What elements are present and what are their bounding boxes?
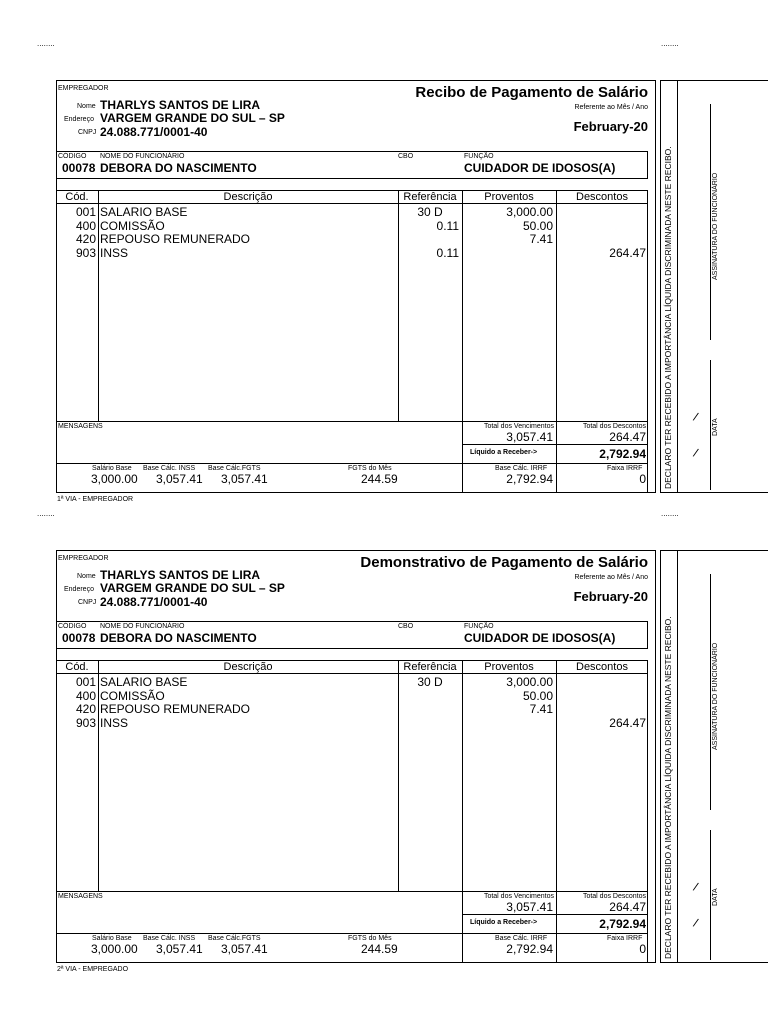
period-value: February-20 xyxy=(573,119,648,134)
fgts-mes-label: FGTS do Mês xyxy=(348,935,392,942)
row-code: 420 xyxy=(75,702,96,717)
cnpj-value: 24.088.771/0001-40 xyxy=(100,125,208,139)
funcao-label: FUNÇÃO xyxy=(464,153,494,160)
row-description: SALARIO BASE xyxy=(100,675,188,689)
signature-line xyxy=(710,104,711,340)
funcao-label: FUNÇÃO xyxy=(464,623,494,630)
base-inss-value: 3,057.41 xyxy=(156,942,203,956)
row-code: 001 xyxy=(75,675,96,689)
row-description: COMISSÃO xyxy=(100,688,165,703)
row-proventos: 50.00 xyxy=(522,688,553,703)
endereco-label: Endereço xyxy=(64,586,94,593)
col-header-desc: Descrição xyxy=(223,661,273,673)
salario-base-label: Salário Base xyxy=(92,465,132,472)
row-code: 400 xyxy=(75,218,96,233)
row-proventos: 3,000.00 xyxy=(506,205,553,219)
total-descontos: 264.47 xyxy=(609,900,646,914)
employer-name: THARLYS SANTOS DE LIRA xyxy=(100,568,261,582)
row-reference: 30 D xyxy=(417,205,443,219)
via-label: 2ª VIA - EMPREGADO xyxy=(57,966,129,973)
employee-role: CUIDADOR DE IDOSOS(A) xyxy=(464,161,616,175)
referente-label: Referente ao Mês / Ano xyxy=(574,574,648,581)
cnpj-value: 24.088.771/0001-40 xyxy=(100,595,208,609)
total-venc-label: Total dos Vencimentos xyxy=(483,893,554,900)
base-fgts-value: 3,057.41 xyxy=(221,942,268,956)
employer-name: THARLYS SANTOS DE LIRA xyxy=(100,98,261,112)
endereco-label: Endereço xyxy=(64,116,94,123)
col-header-cod: Cód. xyxy=(65,191,89,203)
nome-funcionario-label: NOME DO FUNCIONÁRIO xyxy=(100,153,185,160)
date-slash-1: / xyxy=(691,409,700,425)
messages-divider xyxy=(56,891,648,892)
salario-base-value: 3,000.00 xyxy=(91,472,138,486)
signature-line xyxy=(710,574,711,810)
signature-strip-divider xyxy=(677,80,678,493)
col-header-desc: Descrição xyxy=(223,191,273,203)
date-slash-1: / xyxy=(691,879,700,895)
row-proventos: 7.41 xyxy=(529,232,553,247)
referente-label: Referente ao Mês / Ano xyxy=(574,104,648,111)
col-header-prov: Proventos xyxy=(484,661,534,673)
employee-role: CUIDADOR DE IDOSOS(A) xyxy=(464,631,616,645)
bases-divider xyxy=(56,933,648,934)
cnpj-label: CNPJ xyxy=(78,129,97,136)
col-header-descontos: Descontos xyxy=(576,191,628,203)
payslip xyxy=(0,509,768,1024)
row-description: SALARIO BASE xyxy=(100,205,188,219)
base-inss-value: 3,057.41 xyxy=(156,472,203,486)
data-label: DATA xyxy=(712,888,719,906)
salario-base-value: 3,000.00 xyxy=(91,942,138,956)
declaro-text: DECLARO TER RECEBIDO A IMPORTÂNCIA LÍQUIDA DISCRIMINADA NESTE RECIBO. xyxy=(663,616,673,959)
cbo-label: CBO xyxy=(398,623,414,630)
base-fgts-value: 3,057.41 xyxy=(221,472,268,486)
total-venc-label: Total dos Vencimentos xyxy=(483,423,554,430)
mensagens-label: MENSAGENS xyxy=(58,893,103,900)
nome-funcionario-label: NOME DO FUNCIONÁRIO xyxy=(100,623,185,630)
base-irrf-value: 2,792.94 xyxy=(506,942,553,956)
data-label: DATA xyxy=(712,418,719,436)
codigo-label: CÓDIGO xyxy=(58,153,87,160)
row-code: 420 xyxy=(75,232,96,247)
cnpj-label: CNPJ xyxy=(78,599,97,606)
document-title: Demonstrativo de Pagamento de Salário xyxy=(360,554,648,571)
total-vencimentos: 3,057.41 xyxy=(506,900,553,914)
cut-mark-right: ........ xyxy=(661,509,679,518)
codigo-label: CÓDIGO xyxy=(58,623,87,630)
col-header-descontos: Descontos xyxy=(576,661,628,673)
faixa-irrf-value: 0 xyxy=(639,472,646,486)
col-header-ref: Referência xyxy=(403,191,457,203)
row-code: 400 xyxy=(75,688,96,703)
assinatura-label: ASSINATURA DO FUNCIONÁRIO xyxy=(712,642,719,750)
signature-strip-divider xyxy=(677,550,678,963)
col-divider-cod xyxy=(98,190,99,421)
period-value: February-20 xyxy=(573,589,648,604)
row-description: INSS xyxy=(100,716,129,731)
liquido-label: Líquido a Receber-> xyxy=(470,919,538,926)
cut-mark-right: ........ xyxy=(661,39,679,48)
date-line xyxy=(710,360,711,490)
col-divider-desc xyxy=(398,660,399,891)
total-vencimentos: 3,057.41 xyxy=(506,430,553,444)
employer-label: EMPREGADOR xyxy=(58,85,109,92)
base-fgts-label: Base Cálc.FGTS xyxy=(208,465,261,472)
salario-base-label: Salário Base xyxy=(92,935,132,942)
row-reference: 0.11 xyxy=(436,246,459,261)
row-descontos: 264.47 xyxy=(609,716,646,731)
row-code: 001 xyxy=(75,205,96,219)
liquido-top-line xyxy=(462,914,648,915)
liquido-label: Líquido a Receber-> xyxy=(470,449,538,456)
row-proventos: 50.00 xyxy=(522,218,553,233)
employee-name: DEBORA DO NASCIMENTO xyxy=(100,161,257,175)
col-header-cod: Cód. xyxy=(65,661,89,673)
row-description: COMISSÃO xyxy=(100,218,165,233)
fgts-mes-value: 244.59 xyxy=(361,472,398,486)
faixa-irrf-label: Faixa IRRF xyxy=(607,465,643,472)
row-code: 903 xyxy=(75,716,96,731)
document-title: Recibo de Pagamento de Salário xyxy=(415,84,648,101)
row-proventos: 3,000.00 xyxy=(506,675,553,689)
base-irrf-value: 2,792.94 xyxy=(506,472,553,486)
row-reference: 30 D xyxy=(417,675,443,689)
base-fgts-label: Base Cálc.FGTS xyxy=(208,935,261,942)
faixa-irrf-label: Faixa IRRF xyxy=(607,935,643,942)
fgts-mes-value: 244.59 xyxy=(361,942,398,956)
row-code: 903 xyxy=(75,246,96,261)
row-reference: 0.11 xyxy=(436,218,459,233)
nome-label: Nome xyxy=(77,573,96,580)
messages-divider xyxy=(56,421,648,422)
fgts-mes-label: FGTS do Mês xyxy=(348,465,392,472)
base-irrf-label: Base Cálc. IRRF xyxy=(495,465,548,472)
bases-divider xyxy=(56,463,648,464)
col-divider-cod xyxy=(98,660,99,891)
base-irrf-label: Base Cálc. IRRF xyxy=(495,935,548,942)
row-proventos: 7.41 xyxy=(529,702,553,717)
col-header-prov: Proventos xyxy=(484,191,534,203)
assinatura-label: ASSINATURA DO FUNCIONÁRIO xyxy=(712,172,719,280)
cut-mark-left: ........ xyxy=(37,509,55,518)
total-desc-label: Total dos Descontos xyxy=(582,423,646,430)
employee-name: DEBORA DO NASCIMENTO xyxy=(100,631,257,645)
employer-address: VARGEM GRANDE DO SUL – SP xyxy=(100,581,285,595)
faixa-irrf-value: 0 xyxy=(639,942,646,956)
row-description: REPOUSO REMUNERADO xyxy=(100,232,251,247)
base-inss-label: Base Cálc. INSS xyxy=(143,935,196,942)
nome-label: Nome xyxy=(77,103,96,110)
base-inss-label: Base Cálc. INSS xyxy=(143,465,196,472)
date-slash-2: / xyxy=(691,445,700,461)
employee-code: 00078 xyxy=(62,631,96,645)
date-slash-2: / xyxy=(691,915,700,931)
row-descontos: 264.47 xyxy=(609,246,646,261)
mensagens-label: MENSAGENS xyxy=(58,423,103,430)
liquido-value: 2,792.94 xyxy=(599,447,646,461)
via-label: 1ª VIA - EMPREGADOR xyxy=(57,496,134,503)
cbo-label: CBO xyxy=(398,153,414,160)
liquido-top-line xyxy=(462,444,648,445)
cut-mark-left: ........ xyxy=(37,39,55,48)
col-header-ref: Referência xyxy=(403,661,457,673)
employee-code: 00078 xyxy=(62,161,96,175)
row-description: REPOUSO REMUNERADO xyxy=(100,702,251,717)
total-descontos: 264.47 xyxy=(609,430,646,444)
payslip xyxy=(0,39,768,554)
row-description: INSS xyxy=(100,246,129,261)
liquido-value: 2,792.94 xyxy=(599,917,646,931)
employer-label: EMPREGADOR xyxy=(58,555,109,562)
employer-address: VARGEM GRANDE DO SUL – SP xyxy=(100,111,285,125)
total-desc-label: Total dos Descontos xyxy=(582,893,646,900)
declaro-text: DECLARO TER RECEBIDO A IMPORTÂNCIA LÍQUIDA DISCRIMINADA NESTE RECIBO. xyxy=(663,146,673,489)
date-line xyxy=(710,830,711,960)
